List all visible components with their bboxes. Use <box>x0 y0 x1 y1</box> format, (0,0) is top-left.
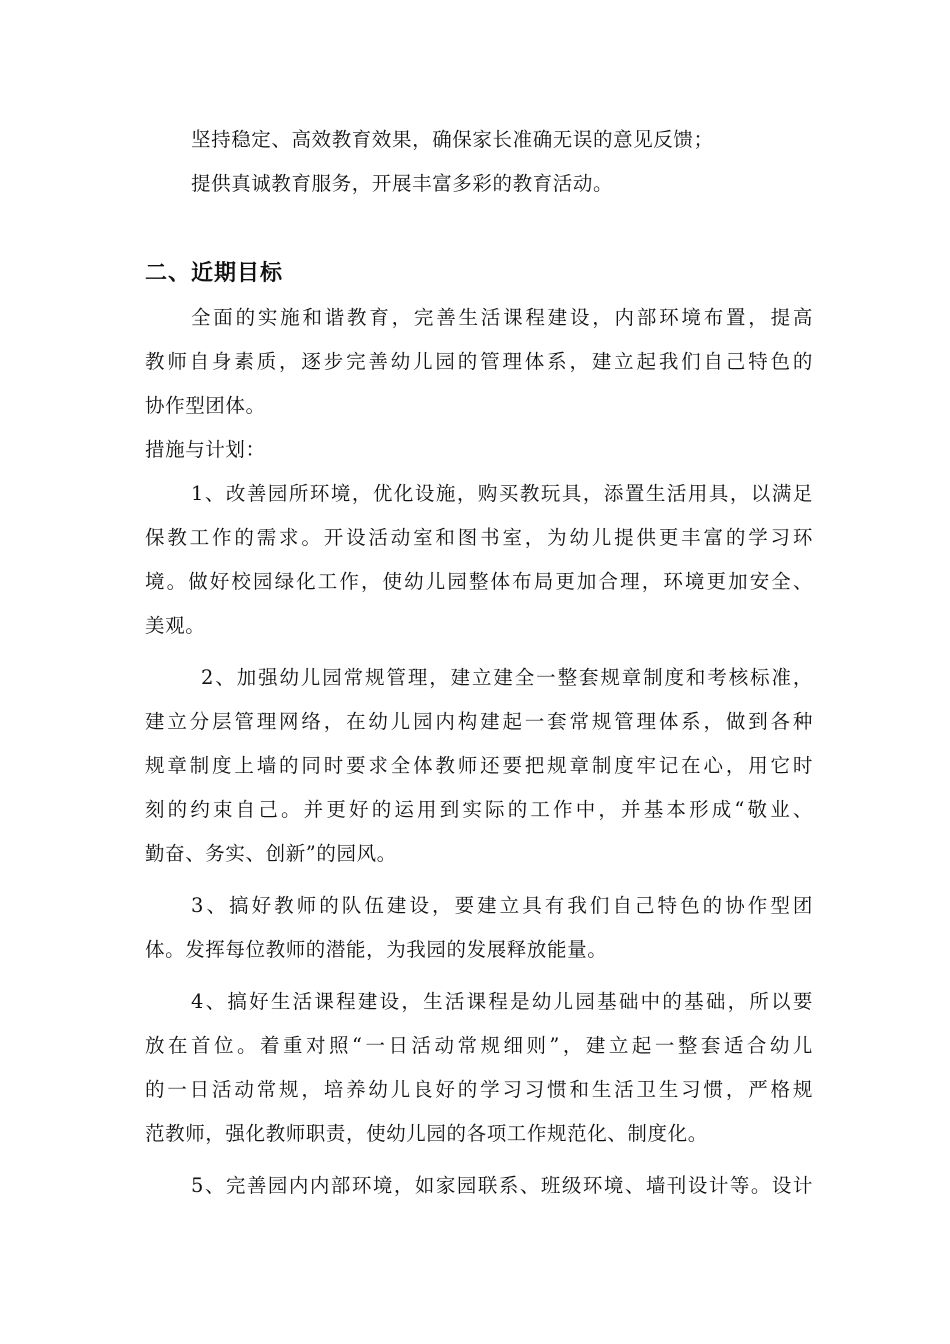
item2-line-4: 刻的约束自己。并更好的运用到实际的工作中，并基本形成“敬业、 <box>145 798 813 821</box>
goal-line-3: 协作型团体。 <box>145 394 266 417</box>
intro-line-1: 坚持稳定、高效教育效果，确保家长准确无误的意见反馈； <box>191 128 714 151</box>
item2-line-3: 规章制度上墙的同时要求全体教师还要把规章制度牢记在心，用它时 <box>145 754 813 777</box>
item4-line-3: 的一日活动常规，培养幼儿良好的学习习惯和生活卫生习惯，严格规 <box>145 1078 813 1101</box>
item2-line-5: 勤奋、务实、创新”的园风。 <box>145 842 397 865</box>
goal-line-1: 全面的实施和谐教育，完善生活课程建设，内部环境布置，提高 <box>191 306 813 329</box>
item1-line-4: 美观。 <box>145 614 206 637</box>
item2-line-1: 2、加强幼儿园常规管理，建立建全一整套规章制度和考核标准， <box>201 666 813 689</box>
section-heading: 二、近期目标 <box>145 261 284 286</box>
item2-line-2: 建立分层管理网络，在幼儿园内构建起一套常规管理体系，做到各种 <box>145 710 813 733</box>
item5-line-1: 5、完善园内内部环境，如家园联系、班级环境、墙刊设计等。设计 <box>191 1174 813 1197</box>
item4-line-4: 范教师，强化教师职责，使幼儿园的各项工作规范化、制度化。 <box>145 1122 708 1145</box>
spacer <box>145 206 813 252</box>
item1-line-2: 保教工作的需求。开设活动室和图书室，为幼儿提供更丰富的学习环 <box>145 526 813 549</box>
item3-line-2: 体。发挥每位教师的潜能，为我园的发展释放能量。 <box>145 938 608 961</box>
spacer <box>145 972 813 980</box>
goal-line-2: 教师自身素质，逐步完善幼儿园的管理体系，建立起我们自己特色的 <box>145 350 813 373</box>
item4-line-1: 4、搞好生活课程建设，生活课程是幼儿园基础中的基础，所以要 <box>191 990 813 1013</box>
document-page <box>145 118 813 1208</box>
measures-label: 措施与计划： <box>145 438 266 461</box>
spacer <box>145 1156 813 1164</box>
item3-line-1: 3、搞好教师的队伍建设，要建立具有我们自己特色的协作型团 <box>191 894 813 917</box>
item1-line-1: 1、改善园所环境，优化设施，购买教玩具，添置生活用具，以满足 <box>191 482 813 505</box>
spacer <box>145 876 813 884</box>
intro-line-2: 提供真诚教育服务，开展丰富多彩的教育活动。 <box>191 172 614 195</box>
item4-line-2: 放在首位。着重对照“一日活动常规细则”，建立起一整套适合幼儿 <box>145 1034 813 1057</box>
item1-line-3: 境。做好校园绿化工作，使幼儿园整体布局更加合理，环境更加安全、 <box>145 570 813 593</box>
spacer <box>145 648 813 656</box>
